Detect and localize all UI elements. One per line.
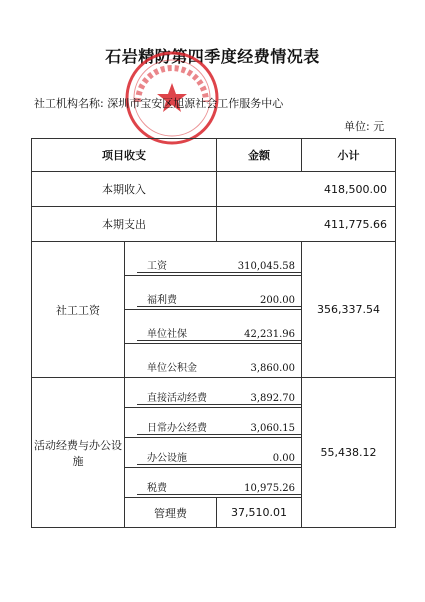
salary-item-2 <box>125 310 302 344</box>
activity-item-value: 3,892.70 <box>250 393 295 404</box>
activity-item-value: 0.00 <box>272 453 295 464</box>
underline <box>137 272 301 273</box>
activity-item-value: 10,975.26 <box>244 483 295 494</box>
activity-group-label: 活动经费与办公设施 <box>32 378 125 528</box>
org-label: 社工机构名称: <box>34 97 104 110</box>
underline <box>137 434 301 435</box>
activity-item-name: 日常办公经费 <box>147 423 207 434</box>
salary-item-name: 工资 <box>147 261 167 272</box>
underline <box>137 306 301 307</box>
salary-item-1 <box>125 276 302 310</box>
salary-group-label: 社工工资 <box>32 242 125 378</box>
activity-item-name: 税费 <box>147 483 167 494</box>
salary-item-value: 310,045.58 <box>237 261 295 272</box>
activity-item-1 <box>125 408 302 438</box>
salary-item-name: 单位公积金 <box>147 363 197 374</box>
org-line <box>34 95 283 111</box>
activity-item-2 <box>125 438 302 468</box>
salary-item-value: 3,860.00 <box>250 363 295 374</box>
header-amount: 金额 <box>217 139 302 172</box>
underline <box>137 404 301 405</box>
header-row <box>32 139 396 172</box>
salary-item-name: 福利费 <box>147 295 177 306</box>
expense-value: 411,775.66 <box>217 207 396 242</box>
activity-subtotal: 55,438.12 <box>302 378 396 528</box>
header-item: 项目收支 <box>32 139 217 172</box>
header-subtotal: 小计 <box>302 139 396 172</box>
income-value: 418,500.00 <box>217 172 396 207</box>
underline <box>137 494 301 495</box>
management-label: 管理费 <box>125 498 217 528</box>
underline <box>137 464 301 465</box>
income-row <box>32 172 396 207</box>
income-label: 本期收入 <box>32 172 217 207</box>
management-value: 37,510.01 <box>217 498 302 528</box>
salary-subtotal: 356,337.54 <box>302 242 396 378</box>
activity-item-0 <box>125 378 302 408</box>
table-row <box>32 378 396 408</box>
org-name: 深圳市宝安区旭源社会工作服务中心 <box>107 97 284 110</box>
activity-item-value: 3,060.15 <box>250 423 295 434</box>
document-title: 石岩精防第四季度经费情况表 <box>105 47 320 66</box>
salary-item-value: 200.00 <box>260 295 295 306</box>
unit-label: 单位: 元 <box>344 120 385 133</box>
salary-item-3 <box>125 344 302 378</box>
salary-item-name: 单位社保 <box>147 329 187 340</box>
activity-item-3 <box>125 468 302 498</box>
activity-item-name: 直接活动经费 <box>147 393 207 404</box>
expense-row <box>32 207 396 242</box>
salary-item-value: 42,231.96 <box>244 329 295 340</box>
table-row <box>32 242 396 276</box>
expense-table <box>31 138 396 528</box>
underline <box>137 340 301 341</box>
salary-item-0 <box>125 242 302 276</box>
activity-item-name: 办公设施 <box>147 453 187 464</box>
expense-label: 本期支出 <box>32 207 217 242</box>
